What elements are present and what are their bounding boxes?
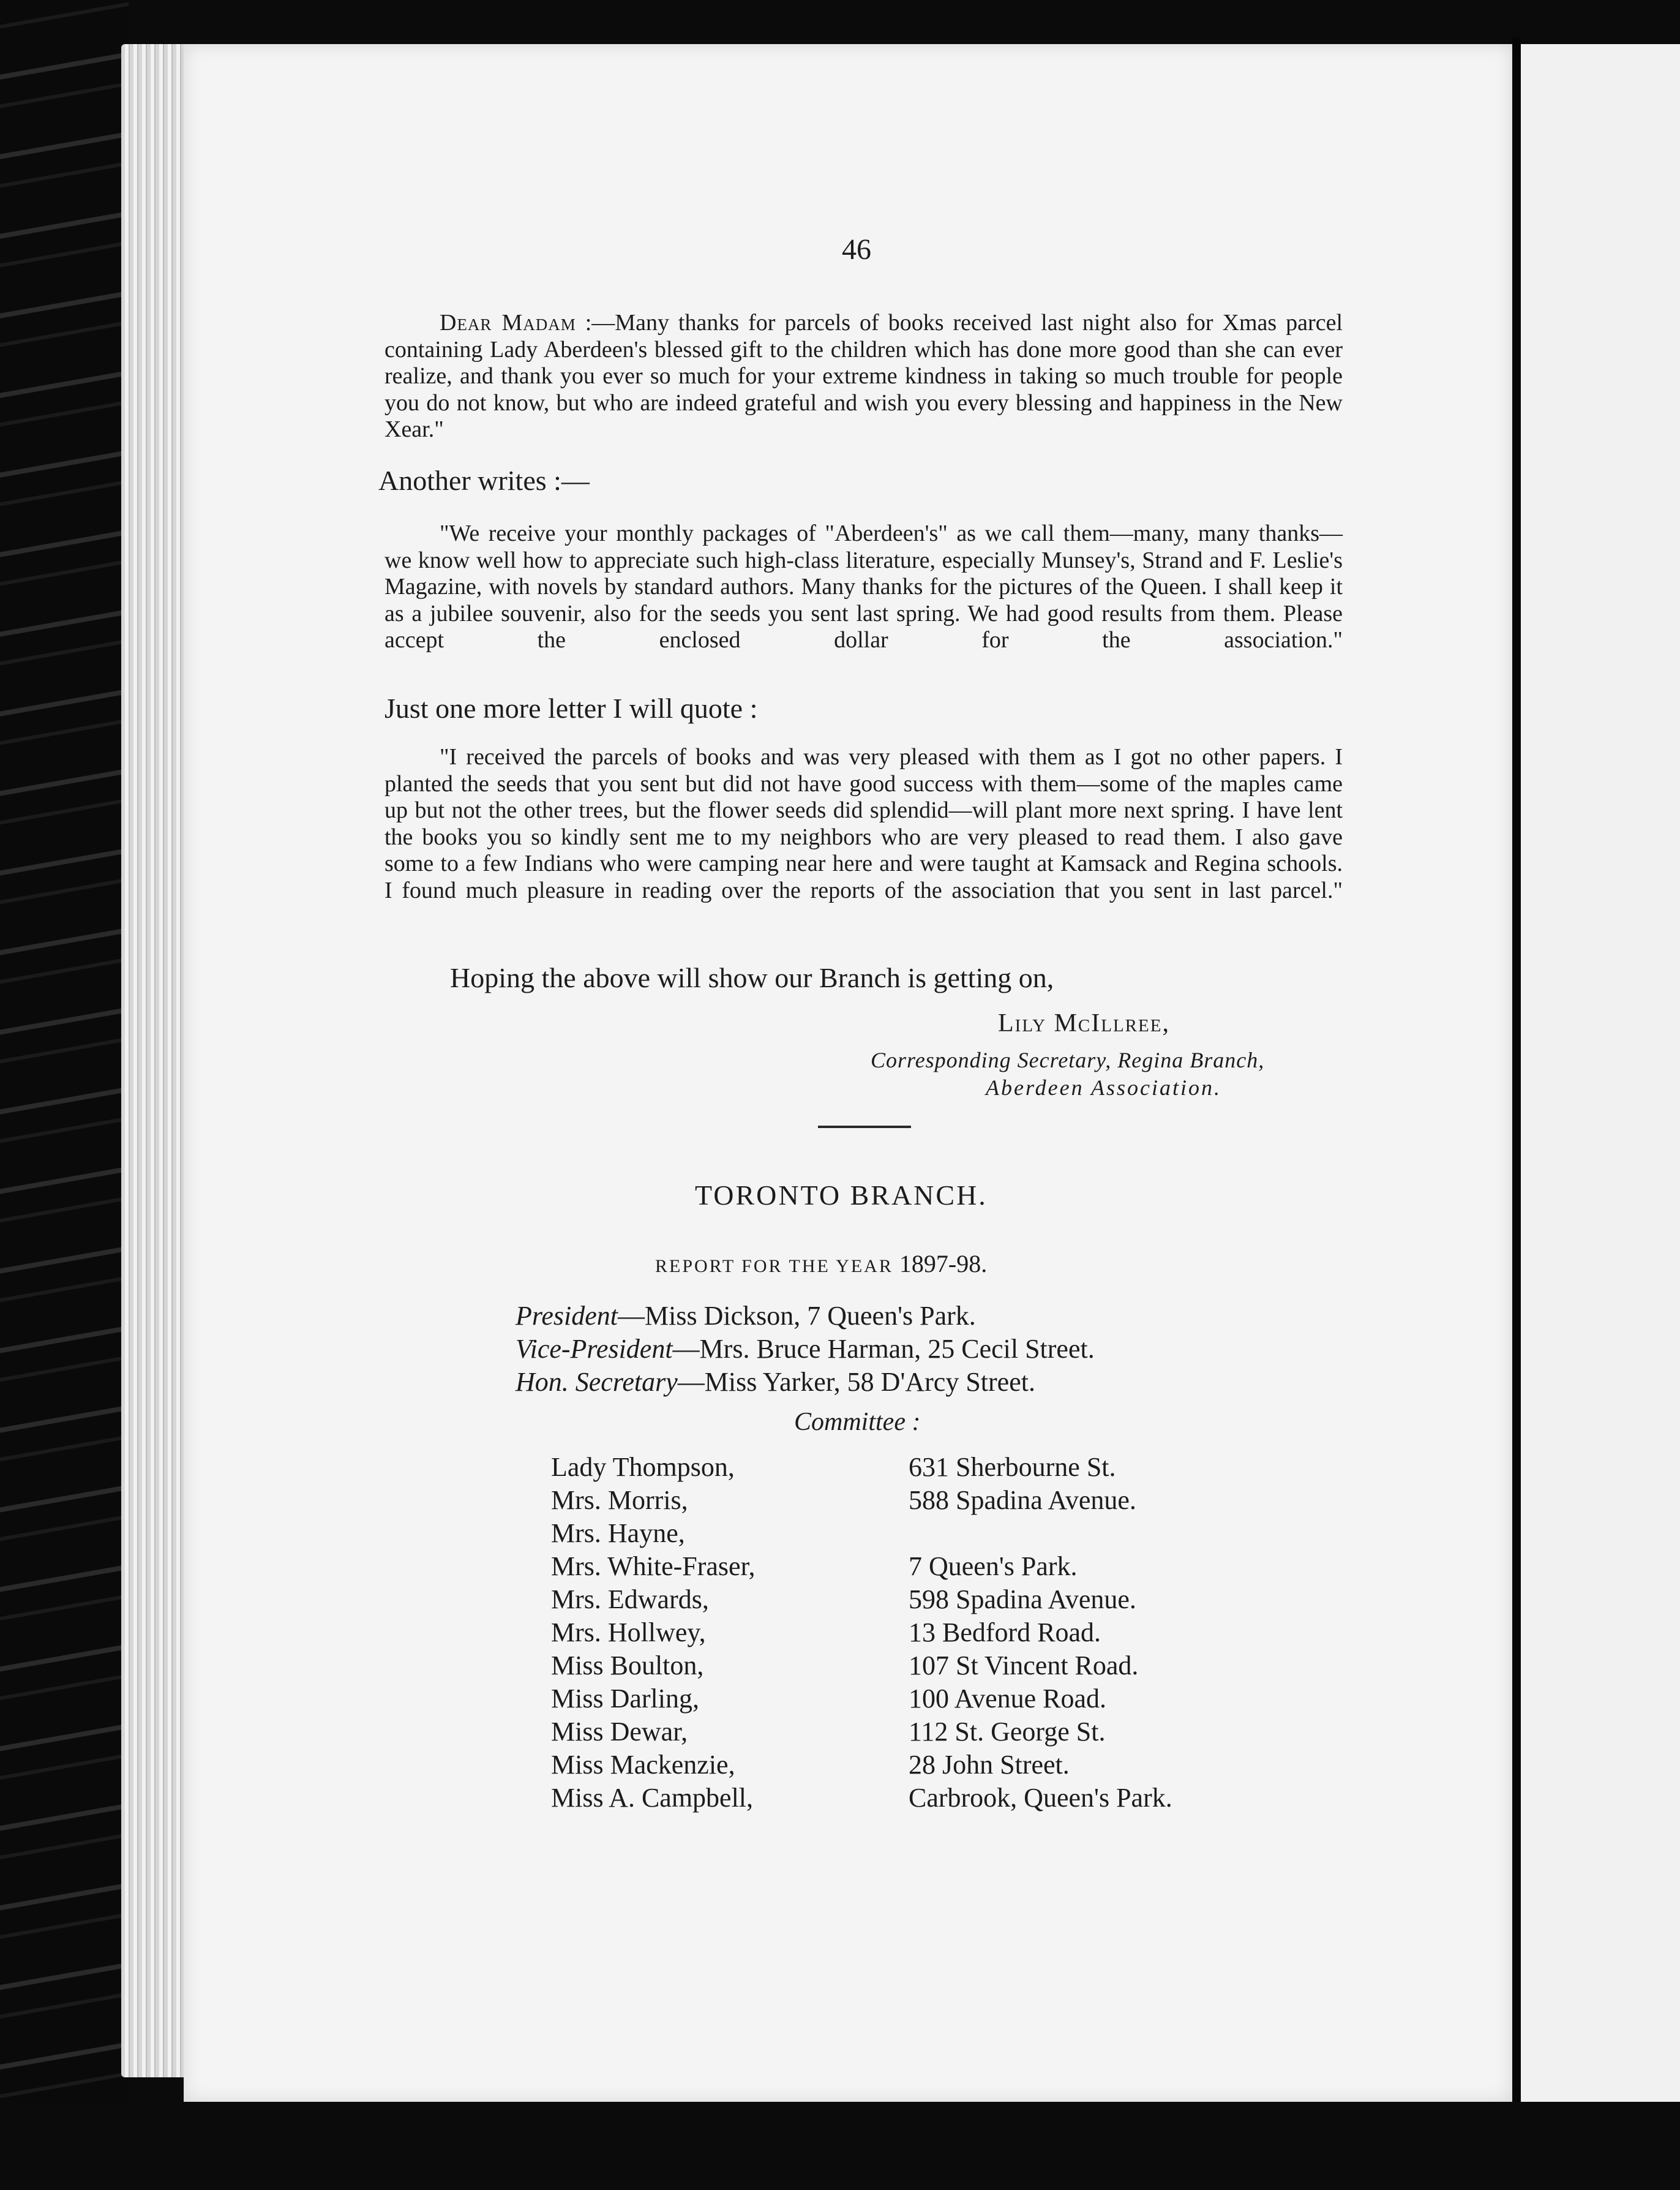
closing-line: Hoping the above will show our Branch is getting on, [450,962,1054,993]
officer-role: President [516,1301,618,1331]
committee-member-name: Mrs. Edwards, [551,1584,709,1614]
section-divider [818,1126,911,1128]
officer-detail: —Mrs. Bruce Harman, 25 Cecil Street. [672,1334,1095,1364]
committee-member-name: Mrs. Hollwey, [551,1617,706,1647]
another-writes-heading: Another writes :— [378,465,590,496]
committee-member-name: Miss Boulton, [551,1650,704,1680]
signer-title-line-1: Corresponding Secretary, Regina Branch, [871,1048,1265,1072]
committee-member-name: Mrs. White-Fraser, [551,1551,756,1581]
committee-member-address: 100 Avenue Road. [909,1684,1107,1714]
committee-member-name: Miss A. Campbell, [551,1783,754,1813]
committee-member-name: Mrs. Morris, [551,1485,688,1515]
officer-vice-president [516,1333,1095,1366]
officer-hon-secretary [516,1366,1095,1399]
officers-list [516,1300,1095,1399]
just-one-more-heading: Just one more letter I will quote : [384,693,758,724]
signer-name: Lily McIllree, [998,1009,1170,1037]
scan-background-bottom [0,2102,1680,2190]
committee-member-name: Miss Mackenzie, [551,1750,735,1780]
officer-role: Hon. Secretary [516,1367,678,1397]
committee-heading: Committee : [794,1408,921,1436]
committee-member-address: 631 Sherbourne St. [909,1452,1116,1482]
committee-member-address: 7 Queen's Park. [909,1551,1078,1581]
letter-1 [384,310,1343,443]
toronto-branch-title: TORONTO BRANCH. [695,1180,988,1211]
committee-member-name: Lady Thompson, [551,1452,735,1482]
committee-member-address: Carbrook, Queen's Park. [909,1783,1172,1813]
committee-member-name: Miss Darling, [551,1684,699,1714]
letter-2: "We receive your monthly packages of "Aberdeen's" as we call them—many, many thanks— we know well how to appreciate such high-class literature, especially Munsey's, Strand and F. Leslie's Magazine, with novels by standard authors. Many thanks for the pictures of the Queen. I shall keep it as a jubilee souvenir, also for the seeds you sent last spring. We had good results from them. Please accept the enclosed dollar for the association." [384,521,1343,653]
committee-member-address: 13 Bedford Road. [909,1617,1101,1647]
adjacent-page-fragment [1521,44,1680,2114]
letter-1-body: :—Many thanks for parcels of books received last night also for Xmas parcel containing Lady Aberdeen's blessed gift to the children which has done more good than she can ever realize, and thank you ever so much for your extreme kindness in taking so much trouble for people you do not know, but who are indeed grateful and wish you every blessing and happiness in the New Xear." [384,310,1343,442]
officer-detail: —Miss Dickson, 7 Queen's Park. [618,1301,976,1331]
committee-member-address: 28 John Street. [909,1750,1070,1780]
committee-member-name: Mrs. Hayne, [551,1518,685,1548]
page-stack-edges [121,44,189,2077]
book-gutter [1512,37,1521,2143]
report-year: 1897-98. [899,1250,988,1278]
committee-member-name: Miss Dewar, [551,1717,688,1747]
signer-title-line-2: Aberdeen Association. [986,1075,1221,1100]
officer-president [516,1300,1095,1333]
committee-member-address: 588 Spadina Avenue. [909,1485,1136,1515]
scan-background-left [0,0,129,2190]
report-year-line [655,1249,987,1278]
page-number: 46 [842,233,871,266]
letter-3: "I received the parcels of books and was very pleased with them as I got no other papers. I planted the seeds that you sent but did not have good success with them—some of the maples came up but not the other trees, but the flower seeds did splendid—will plant more next spring. I have lent the books you so kindly sent me to my neighbors who are very pleased to read them. I also gave some to a few Indians who were camping near here and were taught at Kamsack and Regina schools. I found much pleasure in reading over the reports of the association that you sent in last parcel." [384,744,1343,903]
committee-member-address: 107 St Vincent Road. [909,1650,1139,1680]
officer-role: Vice-President [516,1334,673,1364]
report-caption: REPORT FOR THE YEAR [655,1256,893,1276]
committee-member-address: 112 St. George St. [909,1717,1106,1747]
letter-1-salutation: Dear Madam [440,310,576,336]
committee-member-address: 598 Spadina Avenue. [909,1584,1136,1614]
officer-detail: —Miss Yarker, 58 D'Arcy Street. [677,1367,1035,1397]
